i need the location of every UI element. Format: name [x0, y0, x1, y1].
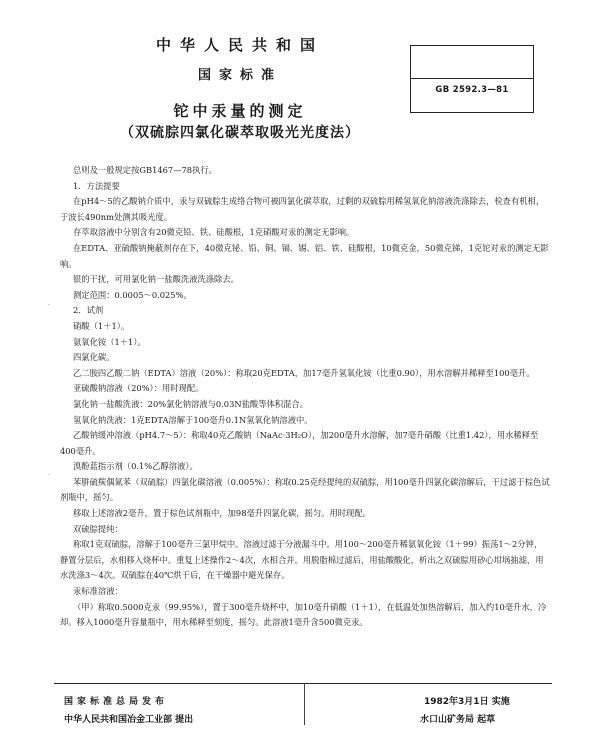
- paragraph: 总则及一般规定按GB1467—78执行。: [73, 165, 217, 175]
- reagent-item: 乙酸钠缓冲溶液（pH4.7～5）：称取40克乙酸钠（NaAc·3H₂O），加200毫升水溶解，加7毫升硝酸（比重1.42），用水稀释至400毫升。: [60, 430, 539, 456]
- reagent-item: 双硫腙提纯：: [73, 523, 123, 534]
- standard-code: GB 2592.3—81: [435, 85, 509, 95]
- footer-issuer: 国家标准总局发布: [64, 697, 169, 707]
- section-heading: 1．方法提要: [73, 180, 120, 191]
- margin-mark: .: [48, 300, 50, 307]
- footer-rule: [54, 683, 552, 684]
- reagent-item: 移取上述溶液2毫升，置于棕色试剂瓶中，加98毫升四氯化碳，摇匀。用时现配。: [73, 508, 371, 519]
- document-subtitle: （双硫腙四氯化碳萃取吸光光度法）: [120, 125, 360, 141]
- footer-divider: [304, 683, 305, 725]
- paragraph: （甲）称取0.5000克汞（99.95%），置于300毫升烧杯中，加10毫升硝酸（1＋1），在低温处加热溶解后，加入约10毫升水，冷却。移入1000毫升容量瓶中，用水稀释至刻度，摇匀。此溶液1毫升含500微克汞。: [60, 601, 547, 628]
- reagent-item: 氯化钠一盐酸洗液：20%氯化钠溶液与0.03N盐酸等体积混合。: [73, 398, 309, 409]
- body-text: [60, 163, 550, 631]
- document-title: 铊中汞量的测定: [173, 102, 307, 120]
- reagent-item: 四氯化碳。: [73, 352, 115, 363]
- footer-issue-date: 1982年3月1日 实施: [424, 697, 510, 707]
- paragraph: 在EDTA、亚硫酸钠掩蔽剂存在下，40微克铋、铅、铜、镉、锡、铝、铁、硅酸根，10微克金，50微克锑，1克铊对汞的测定无影响。: [60, 242, 549, 269]
- reagent-item: 乙二胺四乙酸二钠（EDTA）溶液（20%）：称取20克EDTA，加17毫升氢氧化铵（比重0.90），用水溶解并稀释至100毫升。: [73, 367, 535, 378]
- reagent-item: 亚硫酸钠溶液（20%）：用时现配。: [73, 383, 204, 394]
- paragraph: 存萃取溶液中分别含有20微克铅、铁、硅酸根，1克硝酸对汞的测定无影响。: [73, 227, 355, 238]
- reagent-item: 苯胼硫羰偶氮苯（双硫腙）四氯化碳溶液（0.005%）：称取0.25克经提纯的双硫腙，用100毫升四氯化碳溶解后，干过滤于棕色试剂瓶中，摇匀。: [60, 476, 550, 503]
- paragraph: 银的干扰，可用氯化钠一盐酸洗液洗涤除去。: [73, 274, 239, 285]
- footer-drafter: 水口山矿务局 起草: [420, 715, 496, 725]
- paragraph: 在pH4～5的乙酸钠介质中，汞与双硫腙生成络合物可被四氯化碳萃取，过剩的双硫腙用稀氢氧化钠溶液洗涤除去，检查有机相，于波长490nm处测其吸光度。: [60, 196, 545, 222]
- reagent-item: 硝酸（1＋1）。: [73, 320, 130, 331]
- reagent-item: 氨氧化铵（1＋1）。: [73, 336, 146, 347]
- standard-country: 中华人民共和国: [155, 36, 324, 54]
- reagent-item: 溴酚蓝指示剂（0.1%乙醇溶液）。: [73, 461, 198, 472]
- reagent-item: 汞标准溶液：: [73, 586, 123, 597]
- margin-mark: .: [48, 470, 50, 477]
- standard-label: 国家标准: [197, 68, 282, 83]
- footer-proposer: 中华人民共和国冶金工业部 提出: [64, 715, 194, 725]
- reagent-item: 氢氧化钠洗液：1克EDTA溶解于100毫升0.1N氢氧化钠溶液中。: [73, 414, 313, 425]
- section-heading: 2．试剂: [73, 305, 104, 316]
- paragraph: 测定范围：0.0005～0.025%。: [73, 289, 192, 300]
- paragraph: 称取1克双硫腙，溶解于100毫升三氯甲烷中。溶液过滤于分液漏斗中。用100～200毫升稀氨氧化铵（1＋99）振荡1～2分钟，静置分层后，水相移入烧杯中。重复上述操作2～4次，水相合并。用脱脂棉过滤后，用盐酸酸化，析出之双硫腙用砂心坩埚抽滤，用水洗涤3～4次。双硫腙在40℃烘干后，在干燥器中避光保存。: [60, 539, 544, 581]
